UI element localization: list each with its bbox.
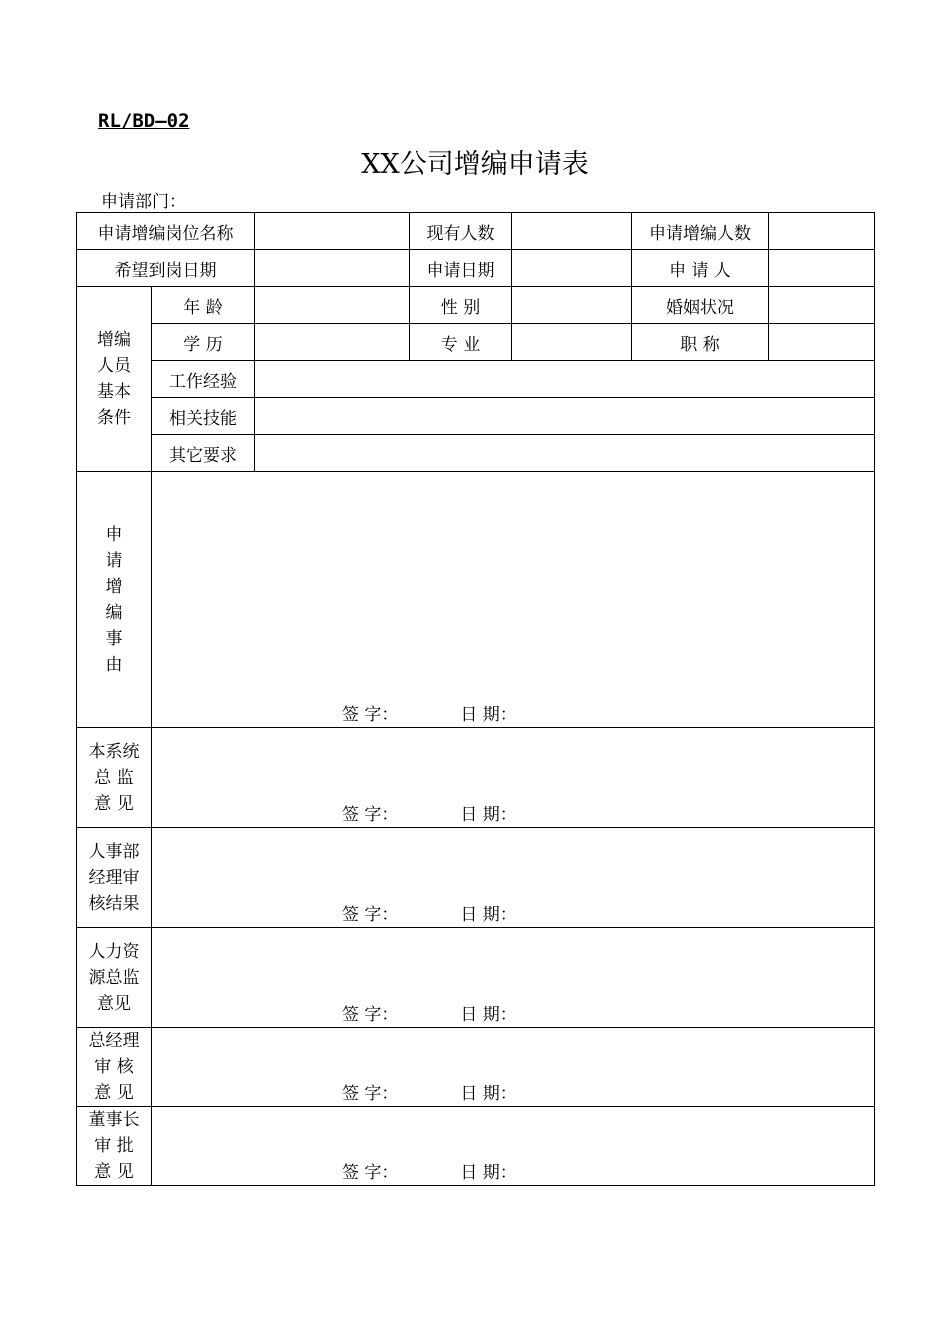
approval-line: 经理审 [88,867,140,888]
approval-field[interactable] [152,1107,875,1186]
row-other [77,435,875,472]
basic-conditions-line: 条件 [97,408,131,428]
signature-line [342,900,517,925]
marital-field[interactable] [769,287,875,324]
approval-line: 意 见 [94,1162,134,1182]
gender-field[interactable] [512,287,632,324]
major-label: 专 业 [410,324,512,361]
sign-label: 签 字： [342,1163,399,1183]
reason-char: 请 [105,550,123,571]
apply-date-field[interactable] [512,250,632,287]
approval-label [77,1028,152,1107]
basic-conditions-label [77,287,152,472]
signature-line [342,800,517,825]
row-approval-director [77,728,875,828]
current-count-label: 现有人数 [410,213,512,250]
education-field[interactable] [255,324,410,361]
basic-conditions-line: 增编 [97,330,131,350]
sign-label: 签 字： [342,1005,399,1025]
row-reason [77,472,875,728]
approval-line: 意 见 [94,1083,134,1103]
approval-line: 审 核 [94,1057,134,1077]
approval-label [77,828,152,928]
sign-label: 签 字： [342,805,399,825]
sign-label: 签 字： [342,1084,399,1104]
reason-char: 编 [105,602,123,623]
row-education [77,324,875,361]
signature-line [342,1158,517,1183]
position-name-label: 申请增编岗位名称 [77,213,255,250]
applicant-label: 申 请 人 [632,250,769,287]
experience-label: 工作经验 [152,361,255,398]
gender-label: 性 别 [410,287,512,324]
sign-label: 签 字： [342,905,399,925]
approval-line: 董事长 [88,1110,140,1130]
approval-line: 源总监 [88,967,140,988]
education-label: 学 历 [152,324,255,361]
request-count-label: 申请增编人数 [632,213,769,250]
request-count-field[interactable] [769,213,875,250]
reason-char: 由 [105,654,123,675]
position-name-field[interactable] [255,213,410,250]
row-experience [77,361,875,398]
row-age [77,287,875,324]
row-position [77,213,875,250]
skills-field[interactable] [255,398,875,435]
approval-line: 审 批 [94,1136,134,1156]
row-approval-chairman [77,1107,875,1186]
expected-date-label: 希望到岗日期 [77,250,255,287]
major-field[interactable] [512,324,632,361]
basic-conditions-line: 基本 [97,382,131,402]
approval-label [77,728,152,828]
reason-label [77,472,152,728]
row-approval-hr-manager [77,828,875,928]
date-label: 日 期： [460,1084,517,1104]
other-label: 其它要求 [152,435,255,472]
sign-label: 签 字： [342,705,399,725]
approval-line: 人力资 [88,941,140,962]
other-field[interactable] [255,435,875,472]
reason-char: 事 [105,628,123,649]
current-count-field[interactable] [512,213,632,250]
row-dates [77,250,875,287]
date-label: 日 期： [460,705,517,725]
approval-line: 总 监 [94,767,134,788]
approval-field[interactable] [152,728,875,828]
approval-line: 人事部 [88,841,140,862]
age-label: 年 龄 [152,287,255,324]
date-label: 日 期： [460,1005,517,1025]
approval-line: 本系统 [88,741,140,762]
title-label: 职 称 [632,324,769,361]
title-field[interactable] [769,324,875,361]
approval-line: 总经理 [88,1031,140,1051]
row-approval-gm [77,1028,875,1107]
dept-label: 申请部门： [101,192,186,212]
approval-field[interactable] [152,928,875,1028]
approval-line: 意 见 [94,793,134,814]
date-label: 日 期： [460,805,517,825]
form-code: RL/BD—02 [98,110,190,132]
approval-label [77,1107,152,1186]
page-title: XX公司增编申请表 [361,149,589,180]
approval-field[interactable] [152,1028,875,1107]
expected-date-field[interactable] [255,250,410,287]
approval-label [77,928,152,1028]
approval-line: 意见 [97,993,131,1014]
reason-field[interactable] [152,472,875,728]
applicant-field[interactable] [769,250,875,287]
basic-conditions-line: 人员 [97,356,131,376]
skills-label: 相关技能 [152,398,255,435]
approval-field[interactable] [152,828,875,928]
reason-char: 增 [105,576,123,597]
reason-char: 申 [105,524,123,545]
marital-label: 婚姻状况 [632,287,769,324]
row-approval-hr-director [77,928,875,1028]
apply-date-label: 申请日期 [410,250,512,287]
age-field[interactable] [255,287,410,324]
signature-line [342,700,517,725]
application-form-table [76,212,875,1186]
approval-line: 核结果 [88,893,140,914]
experience-field[interactable] [255,361,875,398]
signature-line [342,1000,517,1025]
date-label: 日 期： [460,905,517,925]
row-skills [77,398,875,435]
signature-line [342,1079,517,1104]
date-label: 日 期： [460,1163,517,1183]
